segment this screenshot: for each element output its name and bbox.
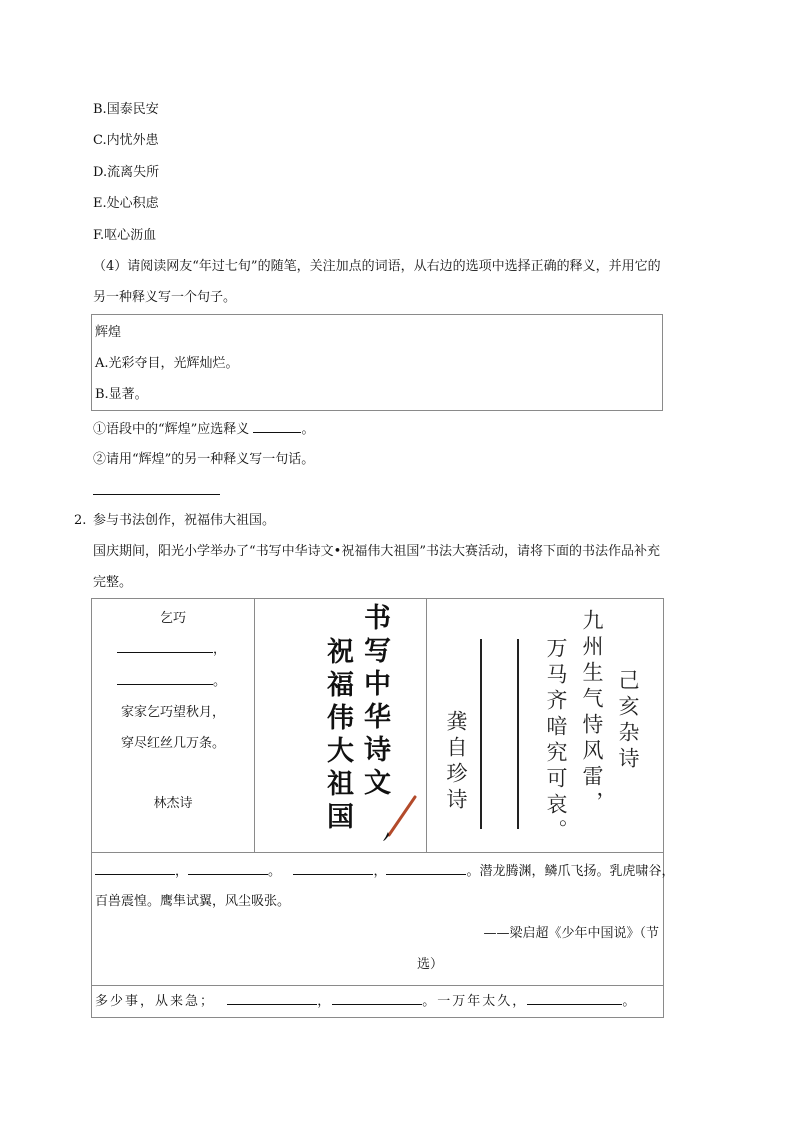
answer-blank[interactable]	[95, 862, 175, 875]
answer-blank[interactable]	[527, 992, 622, 1005]
option-f	[93, 227, 156, 245]
poem-title: 己亥杂诗	[616, 669, 640, 773]
option-letter: F.	[93, 228, 105, 243]
poem-line-4: 穿尽红丝几万条。	[120, 736, 225, 751]
brush-banner-cell	[255, 599, 426, 852]
passage-attribution-end: 选）	[417, 957, 444, 972]
question-4-line1: （4）请阅读网友“年过七旬”的随笔，关注加点的词语，从右边的选项中选择正确的释义，并用它的	[93, 259, 661, 274]
poem-title: 乞巧	[159, 611, 186, 626]
row-divider	[92, 985, 663, 986]
option-letter: E.	[93, 196, 107, 211]
poem-blank-line-1	[117, 640, 226, 659]
poem-author: 林杰诗	[153, 796, 193, 811]
sub-question-1	[93, 420, 314, 439]
answer-line[interactable]	[93, 494, 220, 495]
option-letter: D.	[93, 165, 108, 180]
sub-question-2: ②请用“辉煌”的另一种释义写一句话。	[93, 452, 315, 467]
banner-column-2: 祝福伟大祖国	[322, 637, 353, 835]
answer-blank[interactable]	[188, 862, 268, 875]
answer-blank[interactable]	[117, 640, 213, 653]
punctuation-period: 。	[622, 994, 638, 1009]
question-2-title: 参与书法创作，祝福伟大祖国。	[93, 513, 276, 528]
answer-blank[interactable]	[386, 862, 466, 875]
definition-box	[91, 314, 663, 411]
answer-blank[interactable]	[253, 420, 301, 433]
question-2-number: 2.	[74, 513, 87, 528]
sub-question-1-end: 。	[301, 422, 315, 437]
poem-last-line	[95, 992, 637, 1011]
punctuation-comma: ，	[213, 642, 227, 657]
last-line-text: 。一万年太久，	[422, 994, 528, 1009]
option-d	[93, 164, 159, 182]
option-text: 国泰民安	[106, 102, 159, 117]
banner-column-1: 书写中华诗文	[359, 603, 390, 801]
poem-column-2: 万马齐喑究可哀。	[544, 637, 568, 845]
definition-a: A.光彩夺目，光辉灿烂。	[95, 356, 239, 371]
passage-text: 。潜龙腾渊，鳞爪飞扬。乳虎啸谷，	[466, 864, 675, 879]
answer-blank[interactable]	[117, 672, 213, 685]
answer-blank[interactable]	[293, 862, 373, 875]
poem-line-3: 家家乞巧望秋月，	[120, 705, 225, 720]
punctuation-comma: ，	[373, 864, 387, 879]
passage-attribution: ——梁启超《少年中国说》（节	[483, 926, 659, 941]
option-letter: B.	[93, 102, 107, 117]
option-text: 内忧外患	[106, 133, 159, 148]
definition-b: B.显著。	[95, 387, 148, 402]
option-b	[93, 101, 159, 119]
last-line-text: 多少事，从来急；	[95, 994, 216, 1009]
option-text: 处心积虑	[106, 196, 159, 211]
option-text: 呕心沥血	[104, 228, 157, 243]
poem-jihai-cell	[427, 599, 662, 852]
poem-column-1: 九州生气恃风雷，	[580, 609, 604, 817]
answer-blank[interactable]	[332, 992, 422, 1005]
question-2-intro-line2: 完整。	[93, 575, 133, 590]
punctuation-comma: ，	[175, 864, 189, 879]
brush-icon	[379, 795, 419, 843]
option-text: 流离失所	[107, 165, 160, 180]
option-e	[93, 195, 159, 213]
punctuation-period: 。	[213, 674, 227, 689]
definition-word: 辉煌	[95, 325, 122, 340]
option-letter: C.	[93, 133, 107, 148]
punctuation-comma: ，	[317, 994, 333, 1009]
poem-author: 龚自珍诗	[444, 710, 468, 814]
passage-line-2: 百兽震惶。鹰隼试翼，风尘吸张。	[95, 894, 291, 909]
option-c	[93, 132, 159, 150]
column-rule	[517, 639, 519, 829]
calligraphy-table	[91, 598, 675, 1018]
question-4-line2: 另一种释义写一个句子。	[93, 290, 237, 305]
answer-blank[interactable]	[227, 992, 317, 1005]
poem-qiqiao-cell	[92, 599, 254, 852]
question-2-intro-line1: 国庆期间，阳光小学举办了“书写中华诗文•祝福伟大祖国”书法大赛活动，请将下面的书法作品补充	[93, 544, 660, 559]
punctuation-period: 。	[268, 864, 282, 879]
sub-question-1-text: ①语段中的“辉煌”应选释义	[93, 422, 250, 437]
column-rule	[480, 639, 482, 829]
row-divider	[92, 852, 663, 853]
poem-blank-line-2	[117, 672, 226, 691]
passage-line-1	[95, 862, 674, 881]
